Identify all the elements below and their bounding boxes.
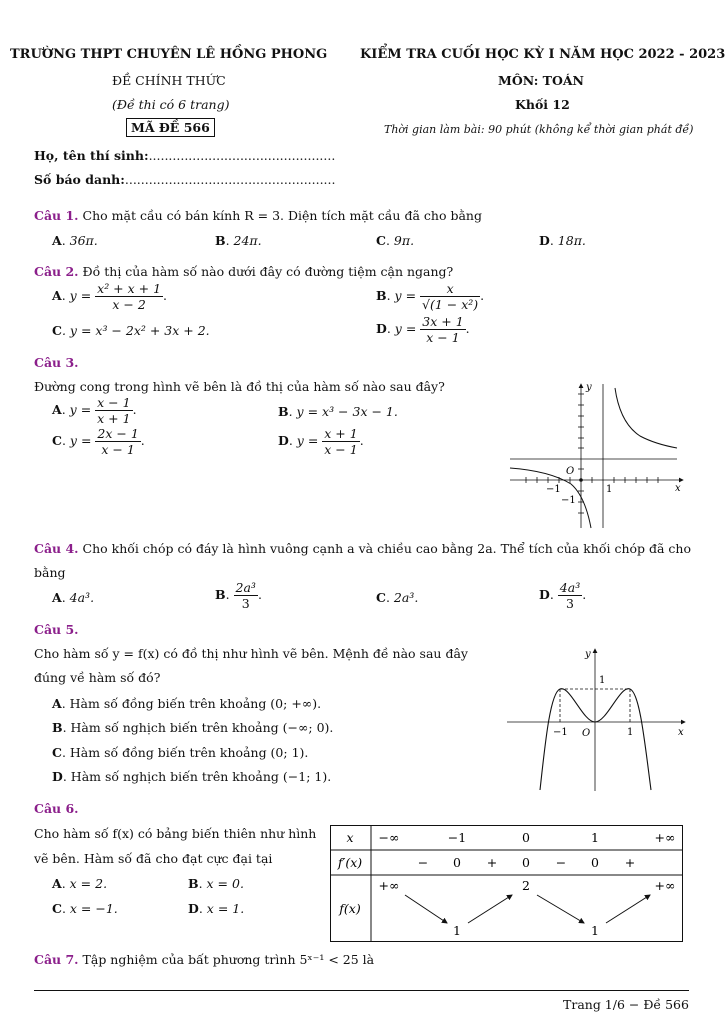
q1-stem (34, 208, 482, 223)
q2-a-den: x − 2 (112, 297, 146, 312)
q5-c-text: Hàm số đồng biến trên khoảng (0; 1). (69, 745, 309, 760)
row-fprime-label: f′(x) (337, 855, 363, 870)
q3-c-num: 2x − 1 (97, 426, 139, 441)
q3-minus-one-x: −1 (546, 484, 561, 495)
q4-a-text: 4a³. (69, 590, 95, 605)
f-val-right-inf: +∞ (654, 878, 676, 893)
q4-option-b: B. $\frac{\text{2a³}}{3}$ . (215, 580, 262, 611)
q7-text: Tập nghiệm của bất phương trình 5ˣ⁻¹ < 25 là (82, 952, 375, 967)
q4-b-num: 2a³ (235, 580, 256, 595)
q6-option-c: C. x = −1. (52, 901, 118, 916)
q3-minus-one-y: −1 (561, 495, 576, 506)
q3-b-text: y = x³ − 3x − 1. (296, 404, 398, 419)
exam-title: KIỂM TRA CUỐI HỌC KỲ I NĂM HỌC 2022 - 2023 (360, 47, 725, 62)
q1-b-text: 24π. (233, 233, 262, 248)
q2-stem (34, 264, 453, 279)
q5-graph (505, 645, 690, 793)
q5-one-y: 1 (599, 675, 606, 686)
official-label: ĐỀ CHÍNH THỨC (112, 73, 226, 88)
q3-option-b: B. y = x³ − 3x − 1. (278, 404, 398, 419)
x-val-neg-inf: −∞ (378, 830, 400, 845)
q2-c-text: y = x³ − 2x² + 3x + 2. (69, 323, 210, 338)
q5-option-b: B. Hàm số nghịch biến trên khoảng (−∞; 0). (52, 720, 334, 735)
x-val-minus-one: −1 (447, 830, 467, 845)
q3-c-fraction (95, 426, 140, 457)
x-val-zero: 0 (522, 830, 530, 845)
q3-origin-label: O (566, 466, 575, 477)
q5-label: Câu 5. (34, 622, 79, 637)
q5-option-d: D. Hàm số nghịch biến trên khoảng (−1; 1). (52, 769, 332, 784)
sign-7: + (624, 855, 636, 870)
q4-option-d: D. $\frac{\text{4a³}}{3}$ . (539, 580, 587, 611)
q4-d-num: 4a³ (559, 580, 581, 595)
id-label: Số báo danh: (34, 172, 125, 187)
q4-option-c: C. 2a³. (376, 590, 419, 605)
q1-text: Cho mặt cầu có bán kính R = 3. Diện tích mặt cầu đã cho bằng (82, 208, 482, 223)
q3-c-den: x − 1 (101, 442, 135, 457)
f-val-max: 2 (522, 878, 530, 893)
q2-d-num: 3x + 1 (422, 314, 464, 329)
q4-text2: bằng (34, 565, 66, 580)
curve-left-branch (510, 468, 591, 528)
q6-label: Câu 6. (34, 801, 79, 816)
q5-a-text: Hàm số đồng biến trên khoảng (0; +∞). (69, 696, 322, 711)
q4-stem (34, 541, 691, 556)
exam-code-box: MÃ ĐỀ 566 (126, 118, 215, 137)
q3-text: Đường cong trong hình vẽ bên là đồ thị của hàm số nào sau đây? (34, 379, 445, 394)
sign-2: 0 (453, 855, 461, 870)
q2-d-fraction (420, 314, 465, 345)
q1-option-b: B. 24π. (215, 233, 262, 248)
q2-a-fraction (95, 281, 163, 312)
q6-b-text: x = 0. (206, 876, 244, 891)
q4-text1: Cho khối chóp có đáy là hình vuông cạnh a và chiều cao bằng 2a. Thể tích của khối chóp đã cho (82, 541, 692, 556)
q3-option-c: C. y = $\frac{2x - 1}{x - 1}$ . (52, 426, 145, 457)
sign-3: + (486, 855, 498, 870)
sign-4: 0 (522, 855, 530, 870)
q5-text2: đúng về hàm số đó? (34, 670, 161, 685)
q1-c-text: 9π. (393, 233, 415, 248)
q1-a-text: 36π. (69, 233, 98, 248)
id-line (34, 172, 335, 187)
curve-right-branch (615, 388, 677, 448)
q6-option-d: D. x = 1. (188, 901, 245, 916)
row-f-label: f(x) (339, 901, 361, 916)
q4-d-fraction (558, 580, 582, 611)
sign-1: − (417, 855, 429, 870)
q6-c-text: x = −1. (69, 901, 118, 916)
q3-a-fraction (95, 395, 132, 426)
q6-d-text: x = 1. (206, 901, 245, 916)
q6-option-a: A. x = 2. (52, 876, 108, 891)
q5-b-text: Hàm số nghịch biến trên khoảng (−∞; 0). (70, 720, 334, 735)
q6-a-text: x = 2. (69, 876, 108, 891)
page-footer: Trang 1/6 − Đề 566 (563, 997, 689, 1012)
q6-text2: vẽ bên. Hàm số đã cho đạt cực đại tại (34, 851, 273, 866)
q7-stem (34, 952, 374, 967)
sign-5: − (555, 855, 567, 870)
q4-d-den: 3 (566, 596, 574, 611)
q5-one-x: 1 (627, 727, 634, 738)
q2-label: Câu 2. (34, 264, 79, 279)
footer-rule (34, 990, 689, 991)
subject-label: MÔN: TOÁN (498, 73, 584, 88)
f-val-min-1: 1 (453, 923, 461, 938)
q7-label: Câu 7. (34, 952, 79, 967)
school-name: TRƯỜNG THPT CHUYÊN LÊ HỒNG PHONG (10, 47, 328, 62)
q2-text: Đồ thị của hàm số nào dưới đây có đường tiệm cận ngang? (82, 264, 454, 279)
name-dots: ............................................... (148, 148, 336, 163)
q3-a-den: x + 1 (97, 411, 131, 426)
row-x-label: x (346, 830, 354, 845)
time-note: Thời gian làm bài: 90 phút (không kể thời gian phát đề) (384, 123, 694, 136)
q5-option-c: C. Hàm số đồng biến trên khoảng (0; 1). (52, 745, 309, 760)
q1-label: Câu 1. (34, 208, 79, 223)
q5-minus-one-x: −1 (553, 727, 568, 738)
q3-x-label: x (675, 483, 681, 494)
q3-one-x: 1 (606, 484, 613, 495)
q1-d-text: 18π. (557, 233, 586, 248)
grade-label: Khối 12 (515, 97, 570, 112)
name-label: Họ, tên thí sinh: (34, 148, 149, 163)
q5-option-a: A. Hàm số đồng biến trên khoảng (0; +∞). (52, 696, 322, 711)
q3-a-num: x − 1 (97, 395, 131, 410)
id-dots: ..................................................... (124, 172, 336, 187)
q1-option-c: C. 9π. (376, 233, 415, 248)
x-val-one: 1 (591, 830, 599, 845)
q5-origin-label: O (582, 728, 591, 739)
q3-option-d: D. y = $\frac{x + 1}{x - 1}$ . (278, 426, 364, 457)
q4-c-text: 2a³. (393, 590, 419, 605)
q2-b-den: √(1 − x²) (422, 297, 479, 312)
q6-variation-table (330, 825, 684, 943)
q3-label: Câu 3. (34, 355, 79, 370)
q5-d-text: Hàm số nghịch biến trên khoảng (−1; 1). (70, 769, 332, 784)
q3-d-fraction (322, 426, 359, 457)
name-line (34, 148, 335, 163)
f-val-left-inf: +∞ (378, 878, 400, 893)
q2-d-den: x − 1 (426, 330, 460, 345)
sign-6: 0 (591, 855, 599, 870)
f-val-min-2: 1 (591, 923, 599, 938)
q5-text1: Cho hàm số y = f(x) có đồ thị như hình vẽ bên. Mệnh đề nào sau đây (34, 646, 468, 661)
pages-note: (Đề thi có 6 trang) (112, 97, 230, 112)
q6-text1: Cho hàm số f(x) có bảng biến thiên như hình (34, 826, 317, 841)
q2-option-d: D. y = $\frac{3x + 1}{x - 1}$ . (376, 314, 470, 345)
q4-b-den: 3 (241, 596, 250, 611)
q4-b-fraction (234, 580, 258, 611)
q4-label: Câu 4. (34, 541, 79, 556)
q3-y-label: y (586, 382, 592, 393)
q2-option-a: A. y = $\frac{\text{x² + x + 1}}{x - 2}$ . (52, 281, 168, 312)
q1-option-d: D. 18π. (539, 233, 586, 248)
q3-option-a: A. y = $\frac{x - 1}{x + 1}$ . (52, 395, 137, 426)
q5-y-label: y (585, 649, 591, 660)
q2-a-num: x² + x + 1 (97, 281, 162, 296)
q4-option-a: A. 4a³. (52, 590, 95, 605)
q2-b-fraction (420, 281, 480, 312)
w-curve (540, 689, 651, 790)
q3-d-num: x + 1 (324, 426, 358, 441)
x-val-pos-inf: +∞ (654, 830, 676, 845)
q3-graph (505, 378, 690, 533)
q2-option-b: B. y = $\frac{x}{\text{√(1 − x²)}}$ . (376, 281, 485, 312)
q6-option-b: B. x = 0. (188, 876, 244, 891)
q3-d-den: x − 1 (324, 442, 358, 457)
q1-option-a: A. 36π. (52, 233, 98, 248)
q2-b-num: x (420, 281, 480, 297)
q5-x-label: x (678, 727, 684, 738)
q2-option-c: C. y = x³ − 2x² + 3x + 2. (52, 323, 210, 338)
